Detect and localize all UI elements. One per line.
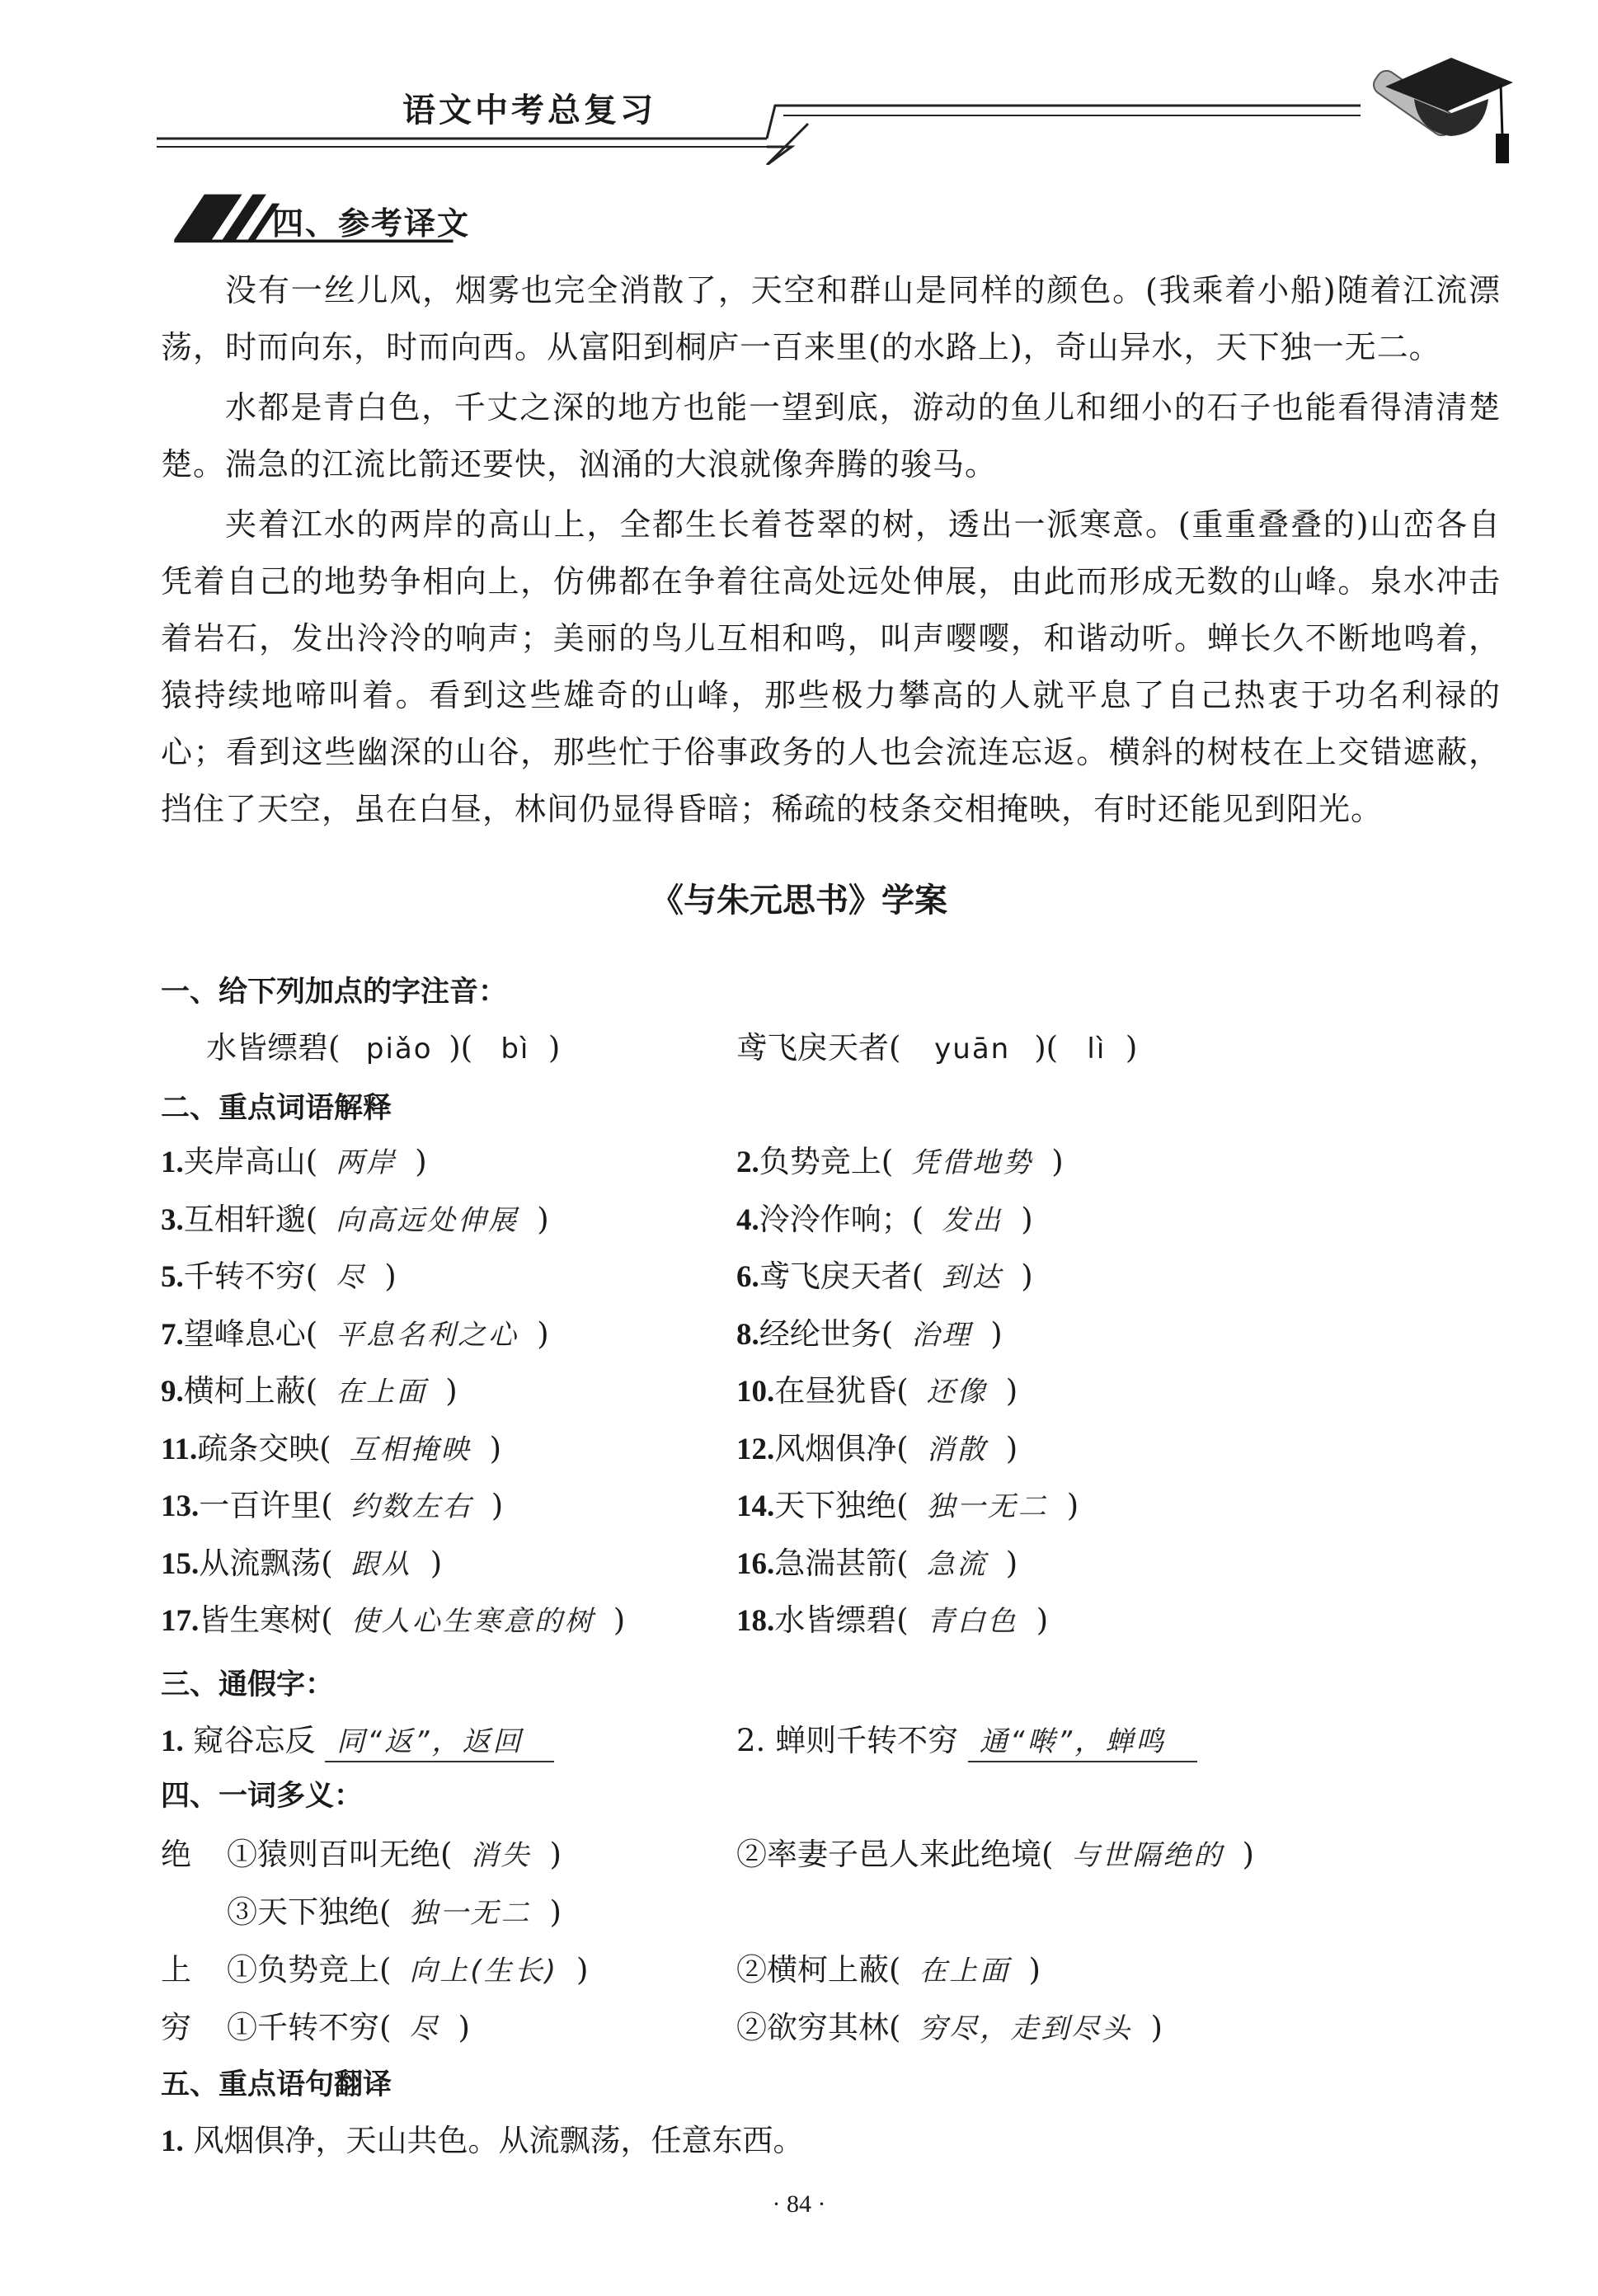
pinyin-item: 鸢飞戾天者( yuān )( lì ) xyxy=(736,1030,1138,1066)
target-word: 皆生寒树 xyxy=(199,1602,322,1638)
target-word: 横柯上蔽 xyxy=(183,1373,306,1409)
item-number: 3. xyxy=(161,1202,184,1237)
vocab-item: 14.天下独绝( 独一无二 ) xyxy=(736,1480,1079,1525)
item-number: 5. xyxy=(161,1260,184,1294)
answer: 凭借地势 xyxy=(911,1146,1034,1179)
target-word: 急湍甚箭 xyxy=(774,1545,897,1581)
vocab-item: 11.疏条交映( 互相掩映 ) xyxy=(161,1423,501,1468)
item-number: 9. xyxy=(161,1375,184,1409)
vocab-item: 9.横柯上蔽( 在上面 ) xyxy=(161,1366,458,1410)
target-word: 经纶世务 xyxy=(759,1315,881,1352)
target-word: 鸢飞戾天者 xyxy=(759,1259,912,1294)
vocab-item: 16.急湍甚箭( 急流 ) xyxy=(736,1538,1018,1583)
answer: 青白色 xyxy=(926,1605,1018,1638)
target-word: 天下独绝 xyxy=(774,1488,897,1523)
header-title: 语文中考总复习 xyxy=(402,91,656,129)
target-word: ①负势竞上 xyxy=(227,1952,379,1988)
item-number: 6. xyxy=(736,1260,759,1294)
target-word: 一百许里 xyxy=(199,1488,322,1523)
target-word: 互相轩邈 xyxy=(183,1201,306,1237)
answer: 互相掩映 xyxy=(349,1433,472,1466)
part1-heading: 一、给下列加点的字注音： xyxy=(161,976,508,1009)
target-word: 千转不穷 xyxy=(183,1259,306,1294)
vocab-item: 6.鸢飞戾天者( 到达 ) xyxy=(736,1251,1033,1296)
section-title: 四、参考译文 xyxy=(272,205,471,242)
answer: 独一无二 xyxy=(409,1897,532,1930)
target-word: 窥谷忘反 xyxy=(193,1723,316,1758)
item-number: 10. xyxy=(736,1375,775,1409)
item-number: 7. xyxy=(161,1317,184,1352)
target-word: 负势竞上 xyxy=(759,1144,881,1179)
answer: 消失 xyxy=(470,1839,532,1872)
vocab-item: 1.夹岸高山( 两岸 ) xyxy=(161,1136,427,1181)
translation-paragraph: 水都是青白色，千丈之深的地方也能一望到底，游动的鱼儿和细小的石子也能看得清清楚楚。湍急的江流比箭还要快，汹涌的大浪就像奔腾的骏马。 xyxy=(161,389,1501,482)
polysemy-item: ②欲穷其林( 穷尽，走到尽头 ) xyxy=(736,2002,1163,2047)
polysemy-item: ①千转不穷( 尽 ) xyxy=(227,2002,470,2047)
pinyin-answer: piǎo xyxy=(365,1033,433,1066)
target-word: 从流飘荡 xyxy=(199,1545,322,1581)
item-number: 14. xyxy=(736,1489,775,1523)
item-number: 12. xyxy=(736,1432,775,1466)
answer: 在上面 xyxy=(919,1955,1011,1988)
part3-heading: 三、通假字： xyxy=(161,1668,335,1701)
answer: 还像 xyxy=(926,1376,988,1409)
polysemy-item: ①猿则百叫无绝( 消失 ) xyxy=(227,1829,562,1874)
vocab-item: 2.负势竞上( 凭借地势 ) xyxy=(736,1136,1064,1181)
tongjia-item: 2. 蝉则千转不穷 通“啭”，蝉鸣 xyxy=(736,1715,1197,1762)
answer: 尽 xyxy=(409,2012,440,2045)
polysemy-char: 穷 xyxy=(161,2010,191,2045)
part4-heading: 四、一词多义： xyxy=(161,1780,364,1813)
item-number: 8. xyxy=(736,1317,759,1352)
vocab-item: 7.望峰息心( 平息名利之心 ) xyxy=(161,1309,549,1353)
vocab-item: 4.泠泠作响；( 发出 ) xyxy=(736,1194,1033,1239)
item-number: 4. xyxy=(736,1202,759,1237)
polysemy-item: ①负势竞上( 向上(生长) ) xyxy=(227,1945,588,1989)
target-word: 泠泠作响； xyxy=(759,1201,912,1237)
target-word: ②欲穷其林 xyxy=(736,2010,889,2045)
polysemy-item: ③天下独绝( 独一无二 ) xyxy=(227,1887,562,1931)
target-word: 在昼犹昏 xyxy=(774,1373,897,1409)
graduation-cap-icon xyxy=(1352,41,1517,173)
tongjia-item: 1. 窥谷忘反 同“返”，返回 xyxy=(161,1715,554,1762)
target-word: 望峰息心 xyxy=(183,1315,306,1352)
target-word: 疏条交映 xyxy=(197,1430,320,1466)
vocab-item: 17.皆生寒树( 使人心生寒意的树 ) xyxy=(161,1595,625,1640)
target-word: ①猿则百叫无绝 xyxy=(227,1837,440,1872)
answer: 在上面 xyxy=(336,1376,428,1409)
target-word: 风烟俱净 xyxy=(774,1430,897,1466)
target-word: 蝉则千转不穷 xyxy=(775,1723,959,1758)
worksheet-title: 《与朱元思书》学案 xyxy=(651,882,947,920)
part2-heading: 二、重点词语解释 xyxy=(161,1092,392,1125)
vocab-item: 12.风烟俱净( 消散 ) xyxy=(736,1423,1018,1468)
target-word: ②横柯上蔽 xyxy=(736,1952,889,1988)
pinyin-answer: yuān xyxy=(934,1033,1011,1066)
answer: 两岸 xyxy=(336,1146,397,1179)
translation-paragraph: 没有一丝儿风，烟雾也完全消散了，天空和群山是同样的颜色。(我乘着小船)随着江流漂荡，时而向东，时而向西。从富阳到桐庐一百来里(的水路上)，奇山异水，天下独一无二。 xyxy=(161,272,1501,365)
vocab-item: 15.从流飘荡( 跟从 ) xyxy=(161,1538,442,1583)
item-number: 17. xyxy=(161,1604,200,1638)
answer: 治理 xyxy=(911,1318,973,1352)
target-word: ①千转不穷 xyxy=(227,2010,379,2045)
polysemy-char: 上 xyxy=(161,1952,191,1988)
polysemy-char: 绝 xyxy=(161,1837,191,1872)
answer: 消散 xyxy=(926,1433,988,1466)
answer: 约数左右 xyxy=(350,1490,473,1523)
polysemy-item: ②率妻子邑人来此绝境( 与世隔绝的 ) xyxy=(736,1829,1254,1874)
answer: 急流 xyxy=(926,1547,988,1581)
vocab-item: 10.在昼犹昏( 还像 ) xyxy=(736,1366,1018,1410)
translation-paragraph: 夹着江水的两岸的高山上，全都生长着苍翠的树，透出一派寒意。(重重叠叠的)山峦各自凭着自己的地势争相向上，仿佛都在争着往高处远处伸展，由此而形成无数的山峰。泉水冲击着岩石，发出泠泠的响声；美丽的鸟儿互相和鸣，叫声嘤嘤，和谐动听。蝉长久不断地鸣着，猿持续地啼叫着。看到这些雄奇的山峰，那些极力攀高的人就平息了自己热衷于功名利禄的心；看到这些幽深的山谷，那些忙于俗事政务的人也会流连忘返。横斜的树枝在上交错遮蔽，挡住了天空，虽在白昼，林间仍显得昏暗；稀疏的枝条交相掩映，有时还能见到阳光。 xyxy=(161,506,1501,827)
item-number: 13. xyxy=(161,1489,200,1523)
vocab-item: 18.水皆缥碧( 青白色 ) xyxy=(736,1595,1048,1640)
pinyin-item: 水皆缥碧( piǎo )( bì ) xyxy=(206,1030,561,1066)
target-word: 水皆缥碧 xyxy=(206,1030,328,1066)
target-word: 夹岸高山 xyxy=(183,1144,306,1179)
answer: 到达 xyxy=(942,1261,1003,1294)
vocab-item: 3.互相轩邈( 向高远处伸展 ) xyxy=(161,1194,549,1239)
answer: 尽 xyxy=(336,1261,367,1294)
target-word: 鸢飞戾天者 xyxy=(736,1030,889,1066)
answer: 使人心生寒意的树 xyxy=(350,1605,595,1638)
answer: 跟从 xyxy=(350,1547,412,1581)
target-word: ②率妻子邑人来此绝境 xyxy=(736,1837,1041,1872)
item-number: 15. xyxy=(161,1546,200,1581)
answer: 穷尽，走到尽头 xyxy=(919,2012,1133,2045)
page-number: · 84 · xyxy=(772,2190,826,2218)
polysemy-item: ②横柯上蔽( 在上面 ) xyxy=(736,1945,1041,1989)
vocab-item: 8.经纶世务( 治理 ) xyxy=(736,1309,1003,1353)
item-number: 2. xyxy=(736,1146,759,1179)
vocab-item: 5.千转不穷( 尽 ) xyxy=(161,1251,397,1296)
answer: 与世隔绝的 xyxy=(1071,1839,1224,1872)
part5-heading: 五、重点语句翻译 xyxy=(161,2068,392,2101)
target-word: 水皆缥碧 xyxy=(774,1602,897,1638)
answer: 向上(生长) xyxy=(409,1955,558,1988)
answer-blank: 通“啭”，蝉鸣 xyxy=(968,1719,1197,1762)
item-number: 1. xyxy=(161,1146,184,1179)
answer: 发出 xyxy=(942,1203,1003,1237)
answer: 平息名利之心 xyxy=(336,1318,519,1352)
item-number: 16. xyxy=(736,1546,775,1581)
item-number: 11. xyxy=(161,1432,198,1466)
answer-blank: 同“返”，返回 xyxy=(325,1719,554,1762)
translation-sentence: 1. 风烟俱净，天山共色。从流飘荡，任意东西。 xyxy=(161,2123,804,2158)
item-number: 18. xyxy=(736,1604,775,1638)
target-word: ③天下独绝 xyxy=(227,1894,379,1930)
answer: 独一无二 xyxy=(926,1490,1049,1523)
header-rule xyxy=(148,49,1385,165)
answer: 向高远处伸展 xyxy=(336,1203,519,1237)
pinyin-answer: lì xyxy=(1087,1033,1107,1066)
vocab-item: 13.一百许里( 约数左右 ) xyxy=(161,1480,503,1525)
pinyin-answer: bì xyxy=(501,1033,530,1066)
